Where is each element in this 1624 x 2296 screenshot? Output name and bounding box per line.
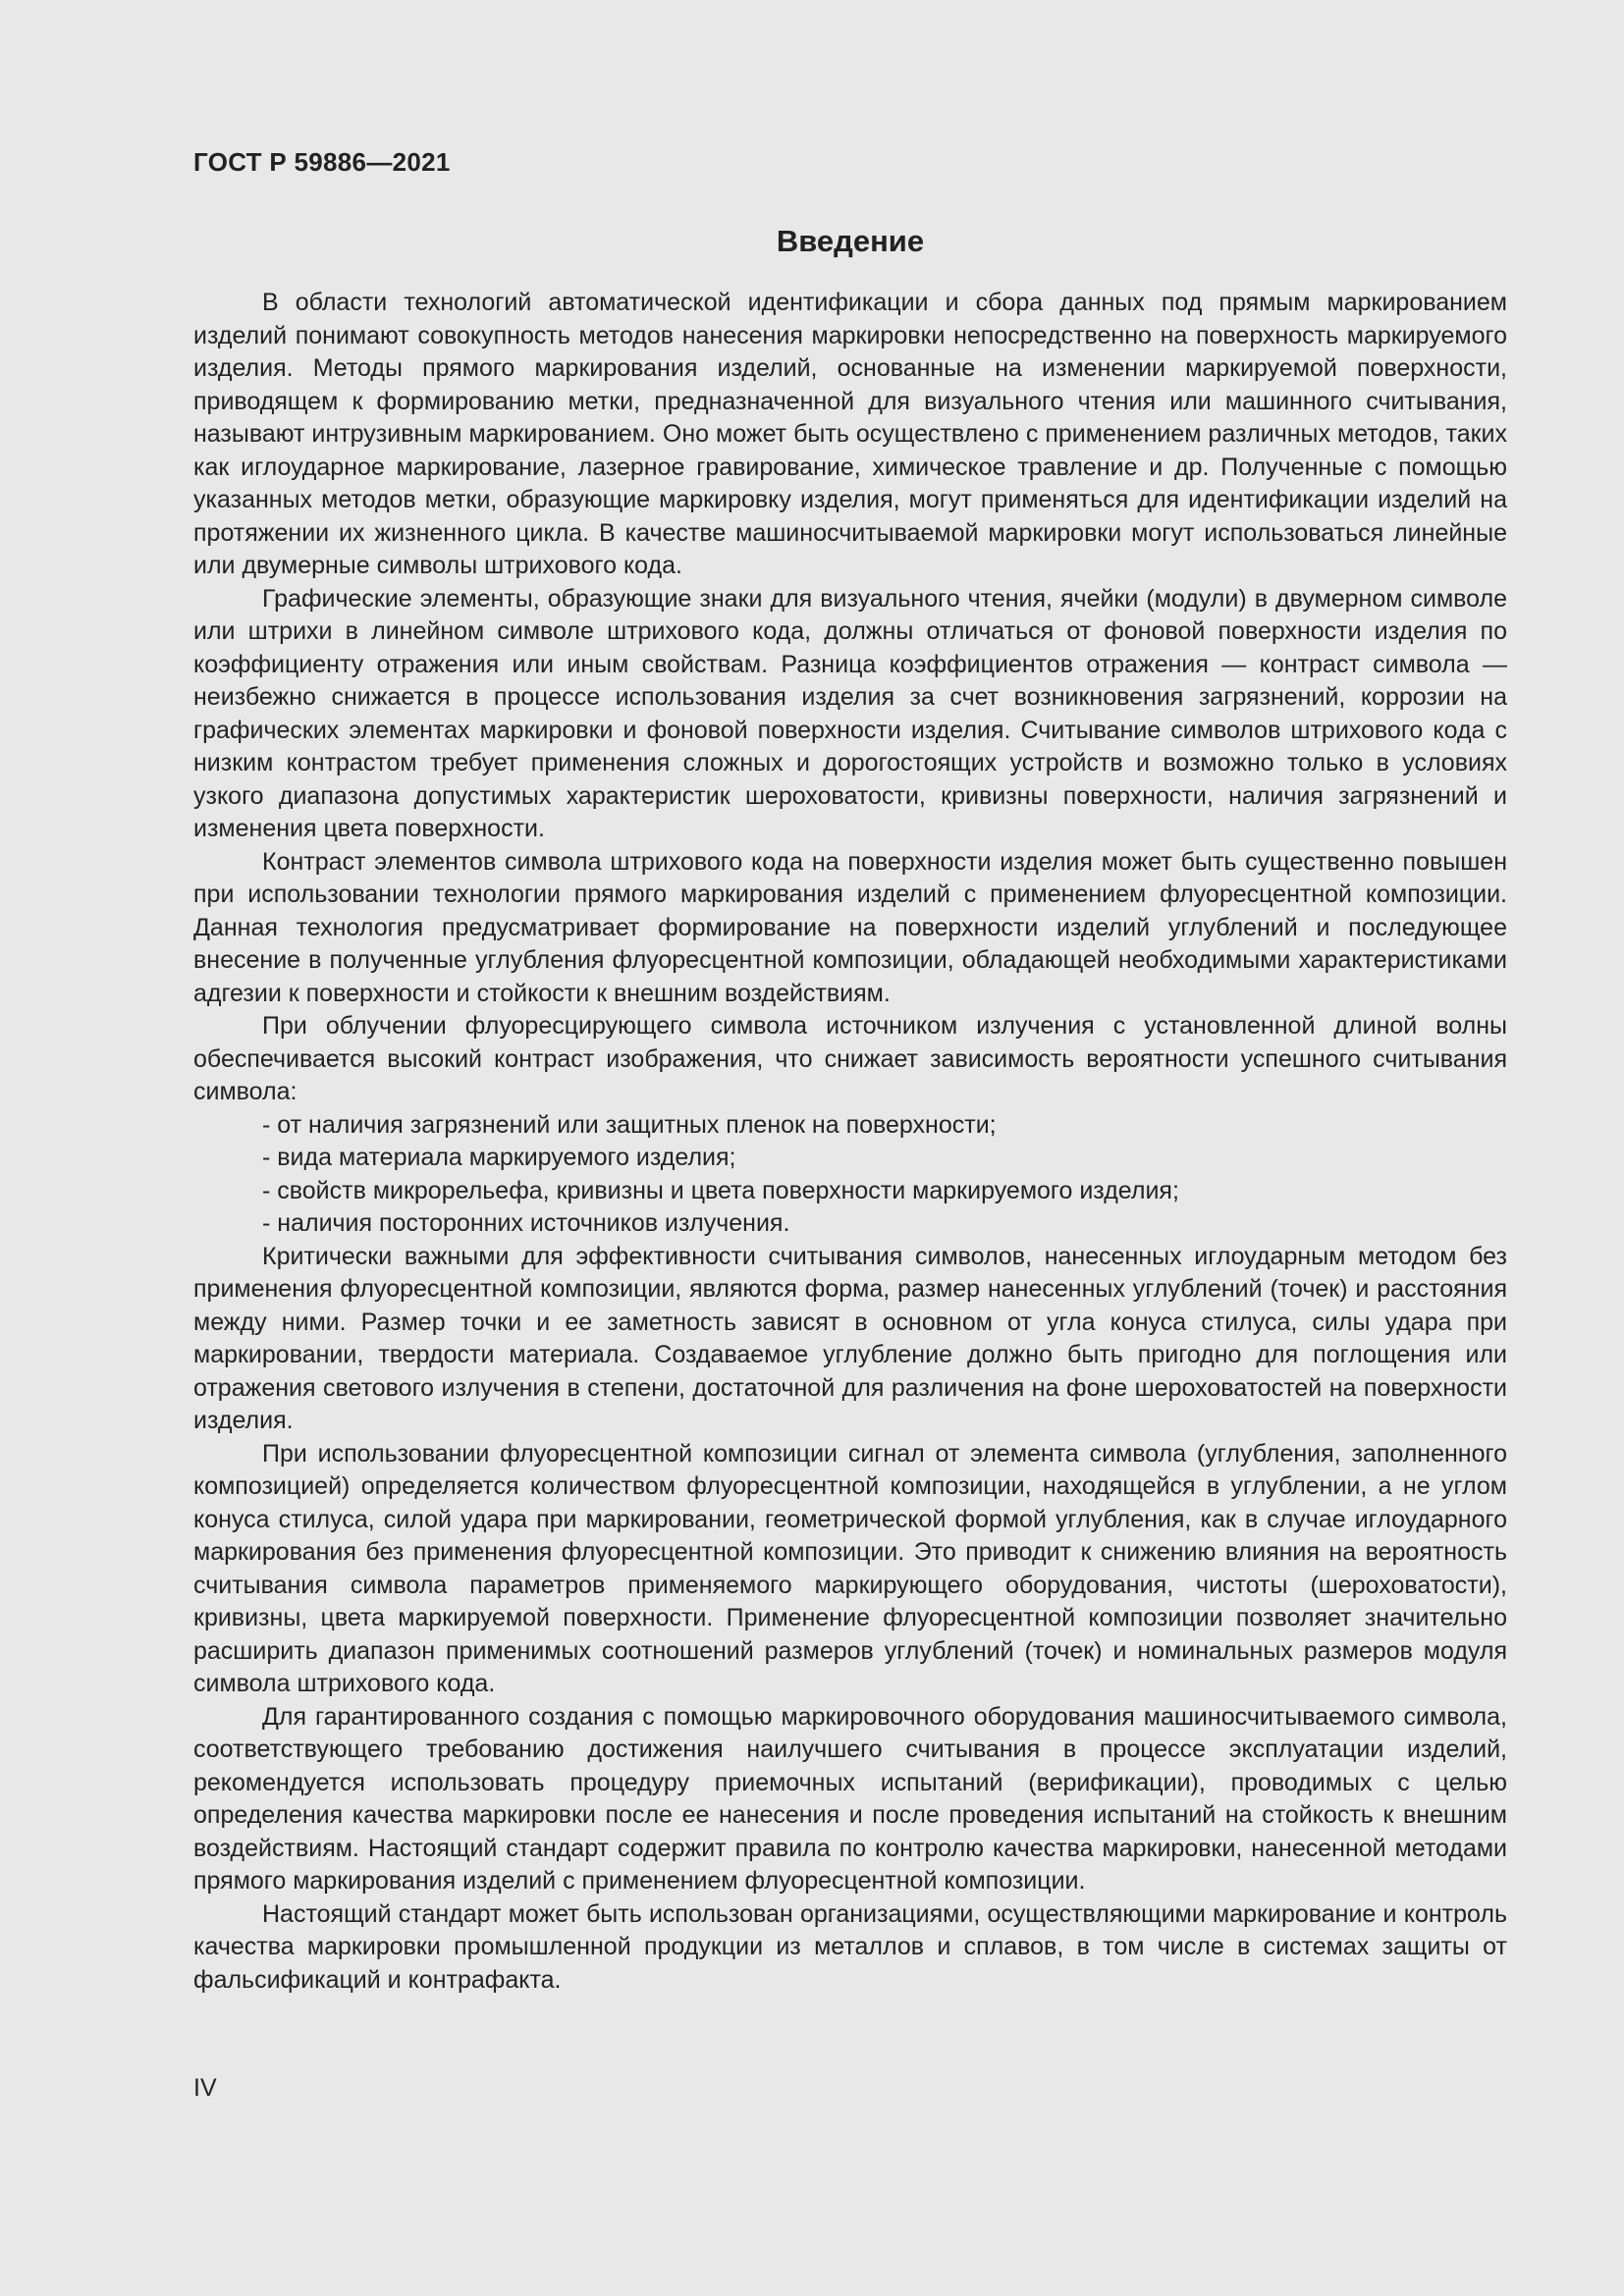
paragraph-8: Настоящий стандарт может быть использован организациями, осуществляющими маркирование и контроль качества маркировки промышленной продукции из металлов и сплавов, в том числе в системах защиты от фальсификаций и контрафакта. xyxy=(193,1899,1507,1994)
paragraph-4: При облучении флуоресцирующего символа источником излучения с установленной длиной волны обеспечивается высокий контраст изображения, что снижает зависимость вероятности успешного считывания символа: xyxy=(193,1012,1507,1105)
paragraph-2: Графические элементы, образующие знаки для визуального чтения, ячейки (модули) в двумерном символе или штрихи в линейном символе штрихового кода, должны отличаться от фоновой поверхности изделия по коэффициенту отражения или иным свойствам. Разница коэффициентов отражения — контраст символа — неизбежно снижается в процессе использования изделия за счет возникновения загрязнений, коррозии на графических элементах маркировки и фоновой поверхности изделия. Считывание символов штрихового кода с низким контрастом требует применения сложных и дорогостоящих устройств и возможно только в условиях узкого диапазона допустимых характеристик шероховатости, кривизны поверхности, наличия загрязнений и изменения цвета поверхности. xyxy=(193,584,1507,842)
section-title: Введение xyxy=(776,224,925,258)
paragraph-5: Критически важными для эффективности считывания символов, нанесенных иглоударным методом без применения флуоресцентной композиции, являются форма, размер нанесенных углублений (точек) и расстояния между ними. Размер точки и ее заметность зависят в основном от угла конуса стилуса, силы удара при маркировании, твердости материала. Создаваемое углубление должно быть пригодно для поглощения или отражения светового излучения в степени, достаточной для различения на фоне шероховатостей на поверхности изделия. xyxy=(193,1242,1507,1434)
paragraph-7: Для гарантированного создания с помощью маркировочного оборудования машиносчитываемого символа, соответствующего требованию достижения наилучшего считывания в процессе эксплуатации изделий, рекомендуется использовать процедуру приемочных испытаний (верификации), проводимых с целью определения качества маркировки после ее нанесения и после проведения испытаний на стойкость к внешним воздействиям. Настоящий стандарт содержит правила по контролю качества маркировки, нанесенной методами прямого маркирования изделий с применением флуоресцентной композиции. xyxy=(193,1702,1507,1895)
list-item: - наличия посторонних источников излучения. xyxy=(262,1209,790,1237)
paragraph-6: При использовании флуоресцентной композиции сигнал от элемента символа (углубления, заполненного композицией) определяется количеством флуоресцентной композиции, находящейся в углублении, а не углом конуса стилуса, силой удара при маркировании, геометрической формой углубления, как в случае иглоударного маркирования без применения флуоресцентной композиции. Это приводит к снижению влияния на вероятность считывания символа параметров применяемого маркирующего оборудования, чистоты (шероховатости), кривизны, цвета маркируемой поверхности. Применение флуоресцентной композиции позволяет значительно расширить диапазон применимых соотношений размеров углублений (точек) и номинальных размеров модуля символа штрихового кода. xyxy=(193,1439,1507,1697)
dependency-list xyxy=(193,1109,1507,1241)
list-item: - вида материала маркируемого изделия; xyxy=(262,1144,736,1171)
body-text xyxy=(193,287,1507,1997)
paragraph-1: В области технологий автоматической идентификации и сбора данных под прямым маркированием изделий понимают совокупность методов нанесения маркировки непосредственно на поверхность маркируемого изделия. Методы прямого маркирования изделий, основанные на изменении маркируемой поверхности, приводящем к формированию метки, предназначенной для визуального чтения или машинного считывания, называют интрузивным маркированием. Оно может быть осуществлено с применением различных методов, таких как иглоударное маркирование, лазерное гравирование, химическое травление и др. Полученные с помощью указанных методов метки, образующие маркировку изделия, могут применяться для идентификации изделий на протяжении их жизненного цикла. В качестве машиносчитываемой маркировки могут использоваться линейные или двумерные символы штрихового кода. xyxy=(193,289,1507,579)
list-item: - от наличия загрязнений или защитных пленок на поверхности; xyxy=(262,1110,997,1139)
page-number: IV xyxy=(193,2074,217,2102)
standard-id-header: ГОСТ Р 59886—2021 xyxy=(193,147,451,177)
list-item: - свойств микрорельефа, кривизны и цвета поверхности маркируемого изделия; xyxy=(262,1176,1179,1204)
paragraph-3: Контраст элементов символа штрихового кода на поверхности изделия может быть существенно повышен при использовании технологии прямого маркирования изделий с применением флуоресцентной композиции. Данная технология предусматривает формирование на поверхности изделий углублений и последующее внесение в полученные углубления флуоресцентной композиции, обладающей необходимыми характеристиками адгезии к поверхности и стойкости к внешним воздействиям. xyxy=(193,847,1507,1007)
